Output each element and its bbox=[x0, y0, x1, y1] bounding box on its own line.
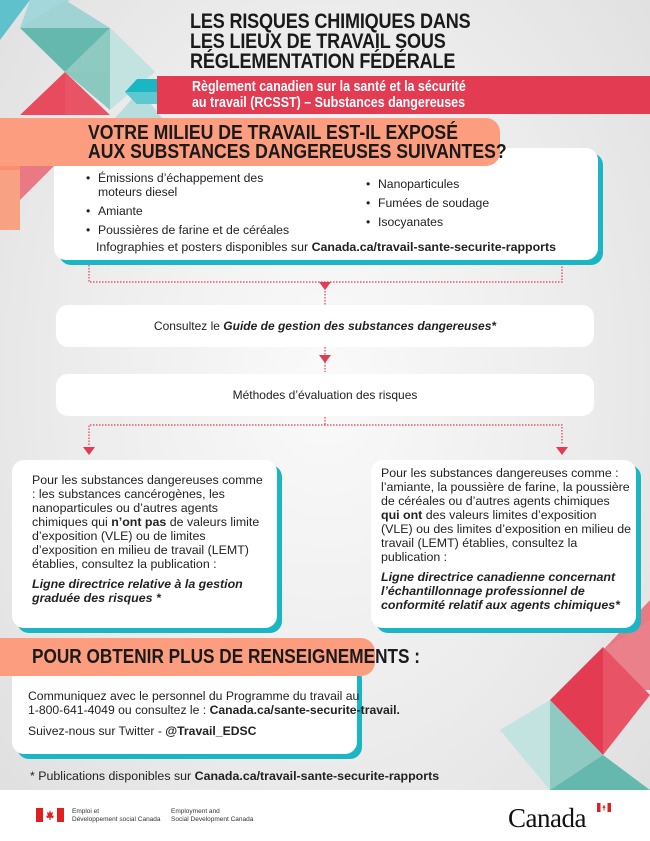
exposure-heading-band bbox=[0, 118, 507, 166]
substance-list-right bbox=[326, 177, 566, 234]
dept-line: Développement social Canada bbox=[72, 816, 161, 823]
graduated-risk-guideline-link[interactable]: Ligne directrice relative à la gestion graduée des risques * bbox=[32, 577, 243, 605]
dept-line: Social Development Canada bbox=[171, 816, 254, 823]
list-item: • Amiante bbox=[86, 204, 326, 218]
methods-label: Méthodes d’évaluation des risques bbox=[232, 388, 418, 402]
canada-flag-icon bbox=[597, 803, 611, 812]
card-emphasis: qui ont bbox=[381, 508, 423, 522]
dept-line: Emploi et bbox=[72, 808, 100, 815]
guide-prefix: Consultez le bbox=[153, 319, 224, 333]
card-text: de valeurs limite d’exposition (VLE) ou de limites d’exposition en milieu de travail (LEMT) établies, consultez la publication : bbox=[32, 515, 260, 571]
note-text: Infographies et posters disponibles sur bbox=[95, 240, 312, 254]
info-heading-band bbox=[0, 638, 420, 676]
list-item: • Isocyanates bbox=[366, 215, 566, 229]
maple-leaf-icon bbox=[46, 810, 54, 820]
exposure-heading bbox=[88, 123, 507, 161]
with-limits-text bbox=[381, 466, 631, 612]
infographics-link[interactable]: Canada.ca/travail-sante-securite-rapports bbox=[311, 240, 557, 254]
publications-link[interactable]: Canada.ca/travail-sante-securite-rapports bbox=[194, 769, 440, 783]
page-title bbox=[190, 12, 471, 72]
list-item: • Nanoparticules bbox=[366, 177, 566, 191]
twitter-prefix: Suivez-nous sur Twitter - bbox=[28, 724, 166, 738]
twitter-line bbox=[28, 724, 448, 738]
card-text: des valeurs limites d’exposition (VLE) ou des limites d’exposition en milieu de travail (LEMT) établies, consultez la publication : bbox=[381, 508, 632, 564]
title-line: LES LIEUX DE TRAVAIL SOUS bbox=[190, 30, 446, 53]
phone-text: 1-800-641-4049 ou consultez le : bbox=[28, 703, 210, 717]
subtitle-line: Règlement canadien sur la santé et la sécurité bbox=[192, 79, 466, 95]
sampling-guideline-link[interactable]: Ligne directrice canadienne concernant l’échantillonnage professionnel de conformité relatif aux agents chimiques* bbox=[381, 570, 620, 612]
canada-wordmark: Canada bbox=[508, 803, 586, 833]
methods-box bbox=[56, 374, 594, 416]
guide-link[interactable]: Guide de gestion des substances dangereuses* bbox=[223, 319, 497, 333]
dept-line: Employment and bbox=[171, 808, 220, 815]
infographics-note bbox=[54, 240, 598, 254]
card-text: Pour les substances dangereuses comme : les substances cancérogènes, les nanoparticules ou d’autres agents chimiques qui bbox=[32, 473, 263, 529]
department-name-fr bbox=[72, 808, 161, 824]
contact-line bbox=[28, 703, 448, 717]
heading-line: AUX SUBSTANCES DANGEREUSES SUIVANTES? bbox=[88, 140, 507, 163]
no-limits-text bbox=[32, 473, 267, 605]
list-item: • Fumées de soudage bbox=[366, 196, 566, 210]
contact-line: Communiquez avec le personnel du Programme du travail au bbox=[28, 689, 360, 703]
info-text bbox=[28, 689, 448, 738]
list-item: • Poussières de farine et de céréales bbox=[86, 223, 326, 237]
heading-line: VOTRE MILIEU DE TRAVAIL EST-IL EXPOSÉ bbox=[88, 121, 458, 144]
twitter-link[interactable]: @Travail_EDSC bbox=[165, 724, 257, 738]
subtitle-band bbox=[157, 76, 650, 114]
title-line: RÉGLEMENTATION FÉDÉRALE bbox=[190, 50, 456, 73]
list-item: • Émissions d’échappement des moteurs diesel bbox=[86, 171, 308, 199]
health-safety-link[interactable]: Canada.ca/sante-securite-travail. bbox=[209, 703, 400, 717]
card-text: Pour les substances dangereuses comme : l’amiante, la poussière de farine, la poussière de céréales ou d’autres agents chimiques bbox=[381, 466, 630, 508]
department-name-en bbox=[171, 808, 253, 824]
guide-box bbox=[56, 305, 594, 347]
canada-flag-icon bbox=[36, 808, 64, 822]
card-emphasis: n’ont pas bbox=[111, 515, 167, 529]
footnote-text: * Publications disponibles sur bbox=[30, 769, 195, 783]
info-heading: POUR OBTENIR PLUS DE RENSEIGNEMENTS : bbox=[32, 646, 420, 668]
footnote bbox=[30, 769, 439, 783]
title-line: LES RISQUES CHIMIQUES DANS bbox=[190, 10, 471, 33]
substance-list-left bbox=[46, 171, 326, 242]
subtitle bbox=[192, 79, 466, 111]
subtitle-line: au travail (RCSST) – Substances dangereuses bbox=[192, 95, 466, 111]
